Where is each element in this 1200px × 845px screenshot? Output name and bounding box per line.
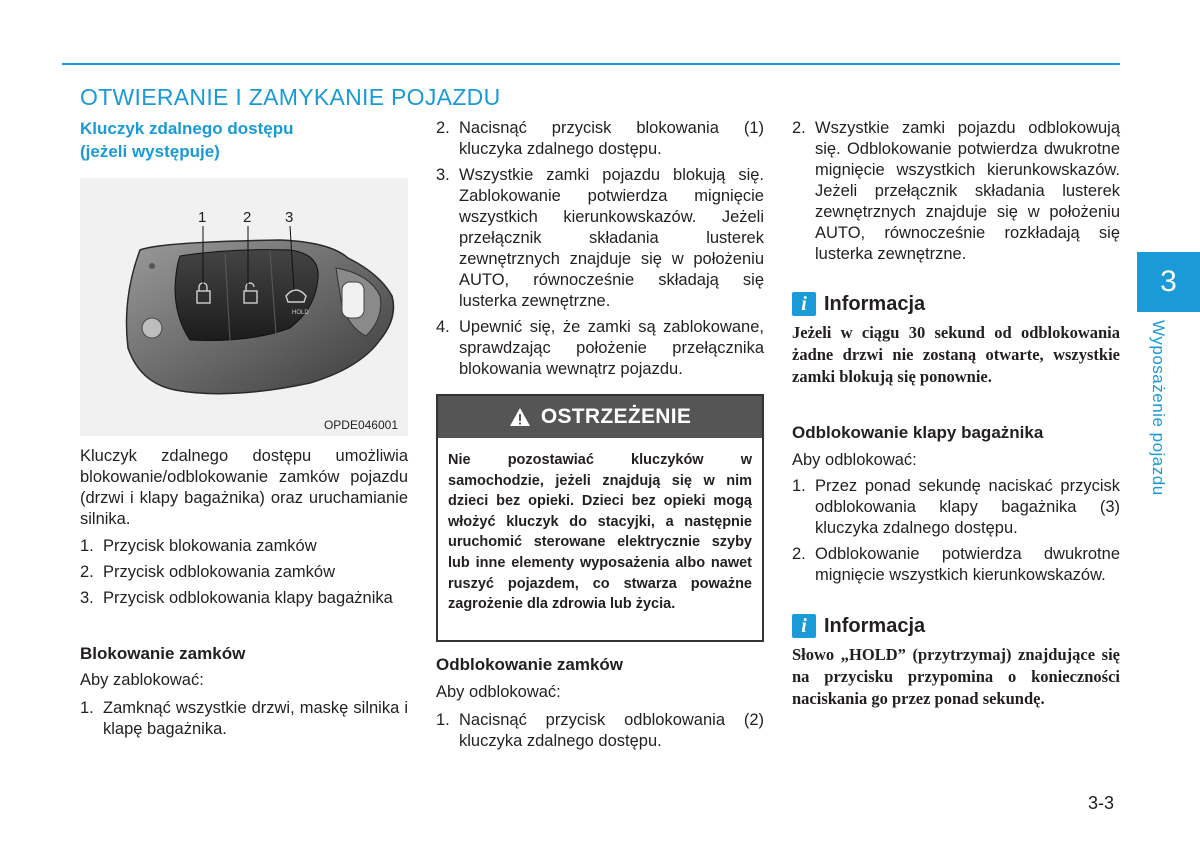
list-item: 2. Nacisnąć przycisk blokowania (1) kluczyka zdalnego dostępu. [436,119,764,158]
warning-title: OSTRZEŻENIE [540,405,692,428]
page-title: OTWIERANIE I ZAMYKANIE POJAZDU [80,84,501,110]
list-item: 3. Przycisk odblokowania klapy bagażnika [80,589,393,607]
locking-steps [80,698,408,745]
column-1 [80,117,410,163]
info-icon: i [792,292,816,316]
list-item: 2. Wszystkie zamki pojazdu odblokowują się. Odblokowanie potwierdza dwukrotne mignięcie wszystkich kierunkowskazów. Jeżeli przełącznik składania lusterek zewnętrznych znajduje się w położeniu AUTO, równocześnie rozkładają się lusterka zewnętrzne. [792,119,1120,263]
trunk-subheading: Aby odblokować: [792,451,917,469]
list-item: 1. Przez ponad sekundę naciskać przycisk odblokowania klapy bagażnika (3) kluczyka zdalnego dostępu. [792,477,1120,537]
button-list [80,536,410,614]
warning-box [436,394,764,642]
label-3: 3 [285,209,294,226]
warning-triangle-icon [509,407,531,427]
locking-subheading: Aby zablokować: [80,671,204,689]
trunk-heading: Odblokowanie klapy bagażnika [792,423,1044,442]
info-header [792,614,1120,638]
chapter-section-label [1148,320,1178,500]
info-box-2 [792,614,1120,710]
hold-label: HOLD [292,310,309,316]
page-number: 3-3 [1088,793,1115,813]
info-title: Informacja [824,292,926,315]
list-item: 2. Odblokowanie potwierdza dwukrotne mignięcie wszystkich kierunkowskazów. [792,545,1120,584]
trunk-steps [792,476,1120,591]
info-title: Informacja [824,614,926,637]
info-icon: i [792,614,816,638]
warning-text: Nie pozostawiać kluczyków w samochodzie, jeżeli znajdują się w nim dzieci bez opieki. Dzieci bez opieki mogą włożyć kluczyk do stacyjki, a następnie uruchomić sterowane elektrycznie szyby lub inne elementy wyposażenia albo nawet ruszyć pojazdem, co stwarza poważne zagrożenie dla zdrowia lub życia. [448,452,752,613]
info-header [792,292,1120,316]
unlocking-heading: Odblokowanie zamków [436,655,624,674]
warning-header [438,396,762,438]
section-subtitle [80,117,410,163]
figure-caption: OPDE046001 [323,418,398,432]
locking-steps-continued [436,118,764,385]
info-text: Słowo „HOLD” (przytrzymaj) znajdujące się na przycisku przypomina o konieczności naciskania go przez ponad sekundę. [792,645,1120,708]
info-text: Jeżeli w ciągu 30 sekund od odblokowania żadne drzwi nie zostaną otwarte, wszystkie zamki blokują się ponownie. [792,323,1120,386]
list-item: 3. Wszystkie zamki pojazdu blokują się. Zablokowanie potwierdza mignięcie wszystkich kierunkowskazów. Jeżeli przełącznik składania lusterek zewnętrznych znajduje się w położeniu AUTO, równocześnie składają się lusterka zewnętrzne. [436,166,764,310]
label-1: 1 [198,209,207,226]
subtitle-line-2: (jeżeli występuje) [80,142,220,161]
label-2: 2 [243,209,252,226]
key-fob-figure [80,178,408,436]
list-item: 1. Przycisk blokowania zamków [80,537,317,555]
locking-heading: Blokowanie zamków [80,644,246,663]
top-rule [62,63,1120,65]
list-item: 1. Nacisnąć przycisk odblokowania (2) kluczyka zdalnego dostępu. [436,711,764,750]
list-item: 2. Przycisk odblokowania zamków [80,563,336,581]
unlocking-steps [436,710,764,757]
key-fob-illustration [80,178,408,436]
subtitle-line-1: Kluczyk zdalnego dostępu [80,119,294,138]
info-box-1 [792,292,1120,388]
intro-paragraph: Kluczyk zdalnego dostępu umożliwia blokowanie/odblokowanie zamków pojazdu (drzwi i klapy bagażnika) oraz uruchamianie silnika. [80,447,408,528]
unlocking-steps-continued [792,118,1120,270]
unlocking-subheading: Aby odblokować: [436,683,561,701]
list-item: 4. Upewnić się, że zamki są zablokowane, sprawdzając położenie przełącznika blokowania wewnątrz pojazdu. [436,318,764,378]
chapter-tab: 3 [1137,252,1200,312]
list-item: 1. Zamknąć wszystkie drzwi, maskę silnika i klapę bagażnika. [80,699,408,738]
section-name: Wyposażenie pojazdu [1149,320,1168,496]
